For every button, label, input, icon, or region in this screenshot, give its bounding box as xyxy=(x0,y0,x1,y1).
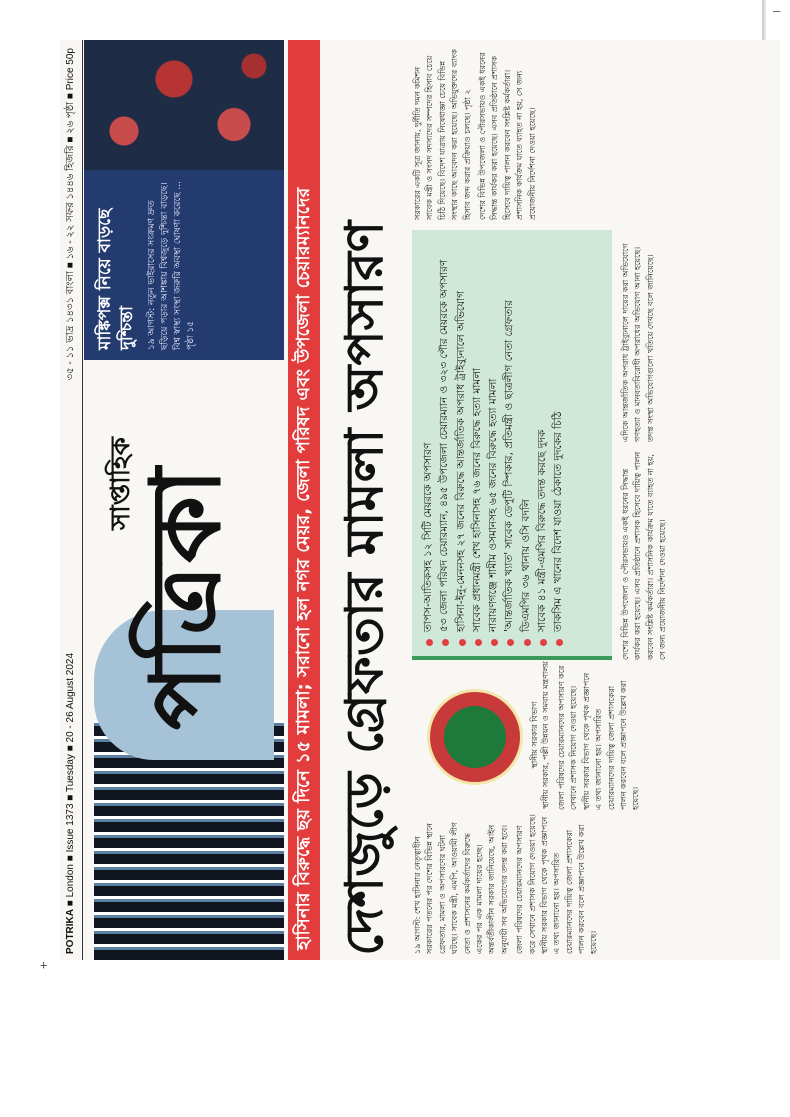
article-paragraph: দেশের বিভিন্ন উপজেলা ও পৌরসভায়ও একই ধরনের সিদ্ধান্ত কার্যকর করা হয়েছে। এসব প্রতিষ্ঠানে প্রশাসক হিসেবে দায়িত্ব পালন করবেন সংশ্লিষ্ট কর্মকর্তারা। প্রশাসনিক কার্যক্রম যাতে ব্যাহত না হয়, সে জন্য প্রয়োজনীয় নির্দেশনা দেওয়া হয়েছে। xyxy=(621,451,668,660)
article-paragraph: জেলা পরিষদের চেয়ারম্যানদের অপসারণ করে সেখানে প্রশাসক নিয়োগ দেওয়া হয়েছে। স্থানীয় সরকার বিভাগ থেকে পৃথক প্রজ্ঞাপনে এ তথ্য জানানো হয়। অপসারিত চেয়ারম্যানদের দায়িত্ব জেলা প্রশাসকেরা পালন করবেন বলে প্রজ্ঞাপনে উল্লেখ করা হয়েছে। xyxy=(557,665,641,810)
article-column-2 xyxy=(556,665,774,810)
top-headline-banner: হাসিনার বিরুদ্ধে ছয় দিনে ১৫ মামলা; সরানো হল নগর মেয়র, জেলা পরিষদ এবং উপজেলা চেয়ারম্যানদের xyxy=(288,40,320,960)
masthead-logo: পত্রিকা xyxy=(130,465,242,730)
bangladesh-government-seal-icon xyxy=(427,689,523,785)
highlight-item: ৫৩ জেলা পরিষদ চেয়ারম্যান, ৪৯৫ উপজেলা চেয়ারম্যান ও ৩২৩ পৌর মেয়রকে অপসারণ xyxy=(436,240,452,646)
crop-mark-bottom-left: + xyxy=(40,958,48,972)
article-column-1 xyxy=(412,814,772,954)
highlight-item: সাবেক ৪১ মন্ত্রী-এমপির বিরুদ্ধে তদন্ত করছে দুদক xyxy=(534,240,550,646)
promo-box xyxy=(84,40,284,360)
main-headline: দেশজুড়ে গ্রেফতার মামলা অপসারণ xyxy=(335,220,395,956)
article-column-5 xyxy=(412,45,774,220)
highlight-item: তাকসিম এ খানের বিদেশ যাওয়া ঠেকাতে দুদকের চিঠি xyxy=(550,240,566,646)
highlight-item: তাপস-আতিকসহ ১২ সিটি মেয়রকে অপসারণ xyxy=(420,240,436,646)
highlight-item: হাসিনা-ইনু-মেননসহ ২৭ জনের বিরুদ্ধে আন্তর্জাতিক অপরাধ ট্রাইব্যুনালে অভিযোগ xyxy=(453,240,469,646)
scanned-newspaper-page xyxy=(60,40,780,960)
crop-mark-top-right: – xyxy=(773,4,781,18)
dateline-bangla-date: ৩৫ - ১১ ভাদ্র ১৪৩১ বাংলা ■ ১৬ - ২২ সফর ১৪৪৬ হিজরি ■ ২৬ পৃষ্ঠা xyxy=(65,101,76,381)
article-paragraph: ১৯ আগস্ট: শেখ হাসিনার নেতৃত্বাধীন সরকারের পতনের পর দেশের বিভিন্ন স্থানে গ্রেফতার, মামলা ও অপসারণের ঘটনা ঘটছে। সাবেক মন্ত্রী, এমপি, আওয়ামী লীগ নেতা ও প্রশাসনের কর্মকর্তাদের বিরুদ্ধে একের পর এক মামলা দায়ের হচ্ছে। অন্তর্বর্তীকালীন সরকার জানিয়েছে, আইন অনুযায়ী সব অভিযোগের তদন্ত করা হবে। xyxy=(413,822,509,954)
highlight-item: 'আন্তর্জাতিক খ্যাত' সাবেক ডেপুটি স্পিকার, প্রতিমন্ত্রী ও ছাত্রলীগ নেতা গ্রেফতার xyxy=(501,240,517,646)
seal-map-icon xyxy=(444,706,506,768)
dateline-date: Tuesday ■ 20 - 26 August 2024 xyxy=(65,652,76,793)
highlights-panel xyxy=(412,230,612,660)
article-paragraph: সরকারের একটি সূত্র জানায়, দুর্নীতি দমন কমিশন সাবেক মন্ত্রী ও সংসদ সদস্যদের সম্পদের হিসাব চেয়ে চিঠি দিয়েছে। বিদেশ যাত্রায় নিষেধাজ্ঞা চেয়ে বিভিন্ন সংস্থার কাছে আবেদন করা হয়েছে। অভিযুক্তদের ব্যাংক হিসাব জব্দ করার প্রক্রিয়াও চলছে। পৃষ্ঠা ২ xyxy=(413,49,472,220)
dateline-bar: POTRIKA ■ London ■ Issue 1373 ■ Tuesday ■ 20 - 26 August 2024 ৩৫ - ১১ ভাদ্র ১৪৩১ বাংলা ■ ১৬ - ২২ সফর ১৪৪৬ হিজরি ■ ২৬ পৃষ্ঠা ■ Price 50p xyxy=(60,40,83,960)
promo-title: মাঙ্কিপক্স নিয়ে বাড়ছে দুশ্চিন্তা xyxy=(95,208,138,350)
dateline-city: London xyxy=(65,864,76,898)
masthead xyxy=(84,410,284,960)
article-column-4 xyxy=(620,232,775,442)
article-paragraph: দেশের বিভিন্ন উপজেলা ও পৌরসভায়ও একই ধরনের সিদ্ধান্ত কার্যকর করা হয়েছে। এসব প্রতিষ্ঠানে প্রশাসক হিসেবে দায়িত্ব পালন করবেন সংশ্লিষ্ট কর্মকর্তারা। প্রশাসনিক কার্যক্রম যাতে ব্যাহত না হয়, সে জন্য প্রয়োজনীয় নির্দেশনা দেওয়া হয়েছে। xyxy=(477,52,537,220)
article-paragraph: এদিকে আন্তর্জাতিক অপরাধ ট্রাইব্যুনালে দায়ের করা অভিযোগে গণহত্যা ও মানবতাবিরোধী অপরাধের অভিযোগ আনা হয়েছে। তদন্ত সংস্থা অভিযোগগুলো খতিয়ে দেখছে বলে জানিয়েছে। xyxy=(621,243,655,442)
article-column-3 xyxy=(620,450,775,660)
seal-caption: স্থানীয় সরকার বিভাগ স্থানীয় সরকার, পল্লী উন্নয়ন ও সমবায় মন্ত্রণালয় xyxy=(530,661,551,809)
dateline-issue: Issue 1373 xyxy=(65,803,76,853)
newspaper-front-page xyxy=(60,40,780,960)
dateline-price: Price 50p xyxy=(65,48,76,91)
highlight-item: সাবেক প্রধানমন্ত্রী শেখ হাসিনাসহ ৭৬ জনের বিরুদ্ধে হত্যা মামলা xyxy=(469,240,485,646)
virus-image xyxy=(84,40,284,170)
dateline-brand: POTRIKA xyxy=(65,909,76,954)
promo-text: ১৯ আগস্ট: নতুন ভাইরাসের সংক্রমণ দ্রুত ছড়িয়ে পড়ার আশঙ্কায় বিশ্বজুড়ে দুশ্চিন্তা বাড়ছে। বিশ্ব স্বাস্থ্য সংস্থা জরুরি অবস্থা ঘোষণা করেছে ... পৃষ্ঠা ১৫ xyxy=(147,181,197,350)
highlight-item: নারায়ণগঞ্জে শামীম ওসমানসহ ৬৫ জনের বিরুদ্ধে হত্যা মামলা xyxy=(485,240,501,646)
government-seal-block xyxy=(415,660,550,810)
highlight-item: ডিএমপির ৩৬ থানায় ওসি বদলি xyxy=(518,240,534,646)
article-paragraph: জেলা পরিষদের চেয়ারম্যানদের অপসারণ করে সেখানে প্রশাসক নিয়োগ দেওয়া হয়েছে। স্থানীয় সরকার বিভাগ থেকে পৃথক প্রজ্ঞাপনে এ তথ্য জানানো হয়। অপসারিত চেয়ারম্যানদের দায়িত্ব জেলা প্রশাসকেরা পালন করবেন বলে প্রজ্ঞাপনে উল্লেখ করা হয়েছে। xyxy=(515,814,599,954)
masthead-subtitle: সাপ্তাহিক xyxy=(106,437,136,530)
